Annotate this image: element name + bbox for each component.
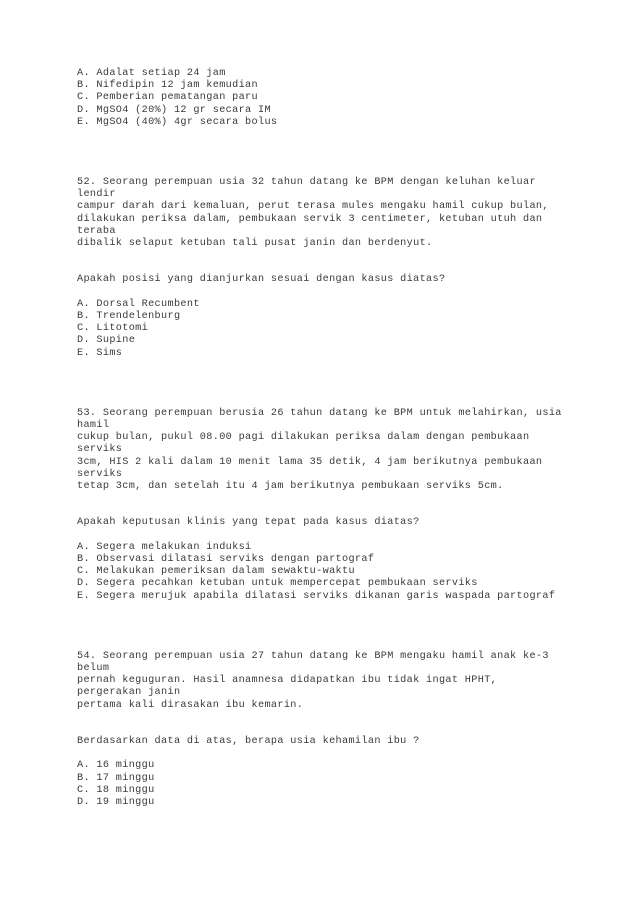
q53-option-d: D. Segera pecahkan ketuban untuk mempercepat pembukaan serviks	[77, 578, 478, 590]
blank-line	[77, 250, 597, 262]
q52-option-b: B. Trendelenburg	[77, 311, 181, 322]
blank-line	[77, 530, 597, 542]
blank-line	[77, 724, 597, 736]
q52-stem	[77, 177, 597, 250]
q52-options	[77, 299, 597, 360]
q52-stem-line: dilakukan periksa dalam, pembukaan servik 3 centimeter, ketuban utuh dan	[77, 213, 543, 225]
blank-line	[77, 287, 597, 299]
q51-option-c: C. Pemberian pematangan paru	[77, 92, 258, 104]
q54-stem-line: pergerakan janin	[77, 687, 181, 699]
q53-question: Apakah keputusan klinis yang tepat pada kasus diatas?	[77, 517, 420, 529]
q53-options	[77, 542, 597, 603]
q53-stem-line: serviks	[77, 444, 123, 456]
q54-stem-line: pernah keguguran. Hasil anamnesa didapatkan ibu tidak ingat HPHT,	[77, 675, 498, 687]
q54-option-c: C. 18 minggu	[77, 784, 155, 796]
q53-option-a: A. Segera melakukan induksi	[77, 541, 252, 553]
q53-option-c: C. Melakukan pemeriksan dalam sewaktu-waktu	[77, 566, 355, 578]
q54-options	[77, 760, 597, 809]
q53-stem-line: serviks	[77, 468, 123, 480]
q54-stem-line: pertama kali dirasakan ibu kemarin.	[77, 699, 304, 711]
q52-stem-line: teraba	[77, 225, 116, 237]
q53-stem-line: 3cm, HIS 2 kali dalam 10 menit lama 35 detik, 4 jam berikutnya pembukaan	[77, 456, 543, 468]
q54-option-b: B. 17 minggu	[77, 772, 155, 784]
q54-option-a: A. 16 minggu	[77, 760, 155, 772]
document-content	[77, 68, 597, 809]
q51-option-a: A. Adalat setiap 24 jam	[77, 68, 226, 79]
q52-stem-line: lendir	[77, 189, 116, 201]
q52-option-a: A. Dorsal Recumbent	[77, 298, 200, 310]
blank-line	[77, 712, 597, 724]
q52-stem-line: campur darah dari kemaluan, perut terasa mules mengaku hamil cukup bulan,	[77, 201, 549, 213]
q54-option-d: D. 19 minggu	[77, 797, 155, 808]
q52-option-d: D. Supine	[77, 335, 136, 347]
q53-stem-line: hamil	[77, 419, 110, 431]
q54-stem-line: belum	[77, 662, 110, 674]
q52-option-e: E. Sims	[77, 347, 123, 359]
q54-stem-line: 54. Seorang perempuan usia 27 tahun datang ke BPM mengaku hamil anak ke-3	[77, 650, 549, 662]
q54-block	[77, 651, 597, 809]
section-gap	[77, 360, 597, 408]
q53-stem-line: tetap 3cm, dan setelah itu 4 jam berikutnya pembukaan serviks 5cm.	[77, 480, 504, 492]
q53-stem-line: cukup bulan, pukul 08.00 pagi dilakukan periksa dalam dengan pembukaan	[77, 432, 530, 444]
blank-line	[77, 493, 597, 505]
blank-line	[77, 262, 597, 274]
q51-option-d: D. MgSO4 (20%) 12 gr secara IM	[77, 104, 271, 116]
q53-block	[77, 408, 597, 603]
blank-line	[77, 505, 597, 517]
q53-stem-line: 53. Seorang perempuan berusia 26 tahun datang ke BPM untuk melahirkan, usia	[77, 407, 562, 419]
q53-option-e: E. Segera merujuk apabila dilatasi serviks dikanan garis waspada partograf	[77, 590, 556, 602]
q52-option-c: C. Litotomi	[77, 323, 149, 335]
q54-stem	[77, 651, 597, 712]
q53-stem	[77, 408, 597, 493]
q54-question: Berdasarkan data di atas, berapa usia kehamilan ibu ?	[77, 736, 420, 748]
section-gap	[77, 603, 597, 651]
blank-line	[77, 748, 597, 760]
section-gap	[77, 129, 597, 177]
q51-options	[77, 68, 597, 129]
q52-stem-line: dibalik selaput ketuban tali pusat janin dan berdenyut.	[77, 237, 433, 249]
q52-stem-line: 52. Seorang perempuan usia 32 tahun datang ke BPM dengan keluhan keluar	[77, 176, 536, 188]
q53-option-b: B. Observasi dilatasi serviks dengan partograf	[77, 554, 375, 565]
q51-option-e: E. MgSO4 (40%) 4gr secara bolus	[77, 116, 278, 128]
q51-option-b: B. Nifedipin 12 jam kemudian	[77, 80, 258, 92]
q52-block	[77, 177, 597, 360]
q52-question: Apakah posisi yang dianjurkan sesuai dengan kasus diatas?	[77, 274, 446, 286]
